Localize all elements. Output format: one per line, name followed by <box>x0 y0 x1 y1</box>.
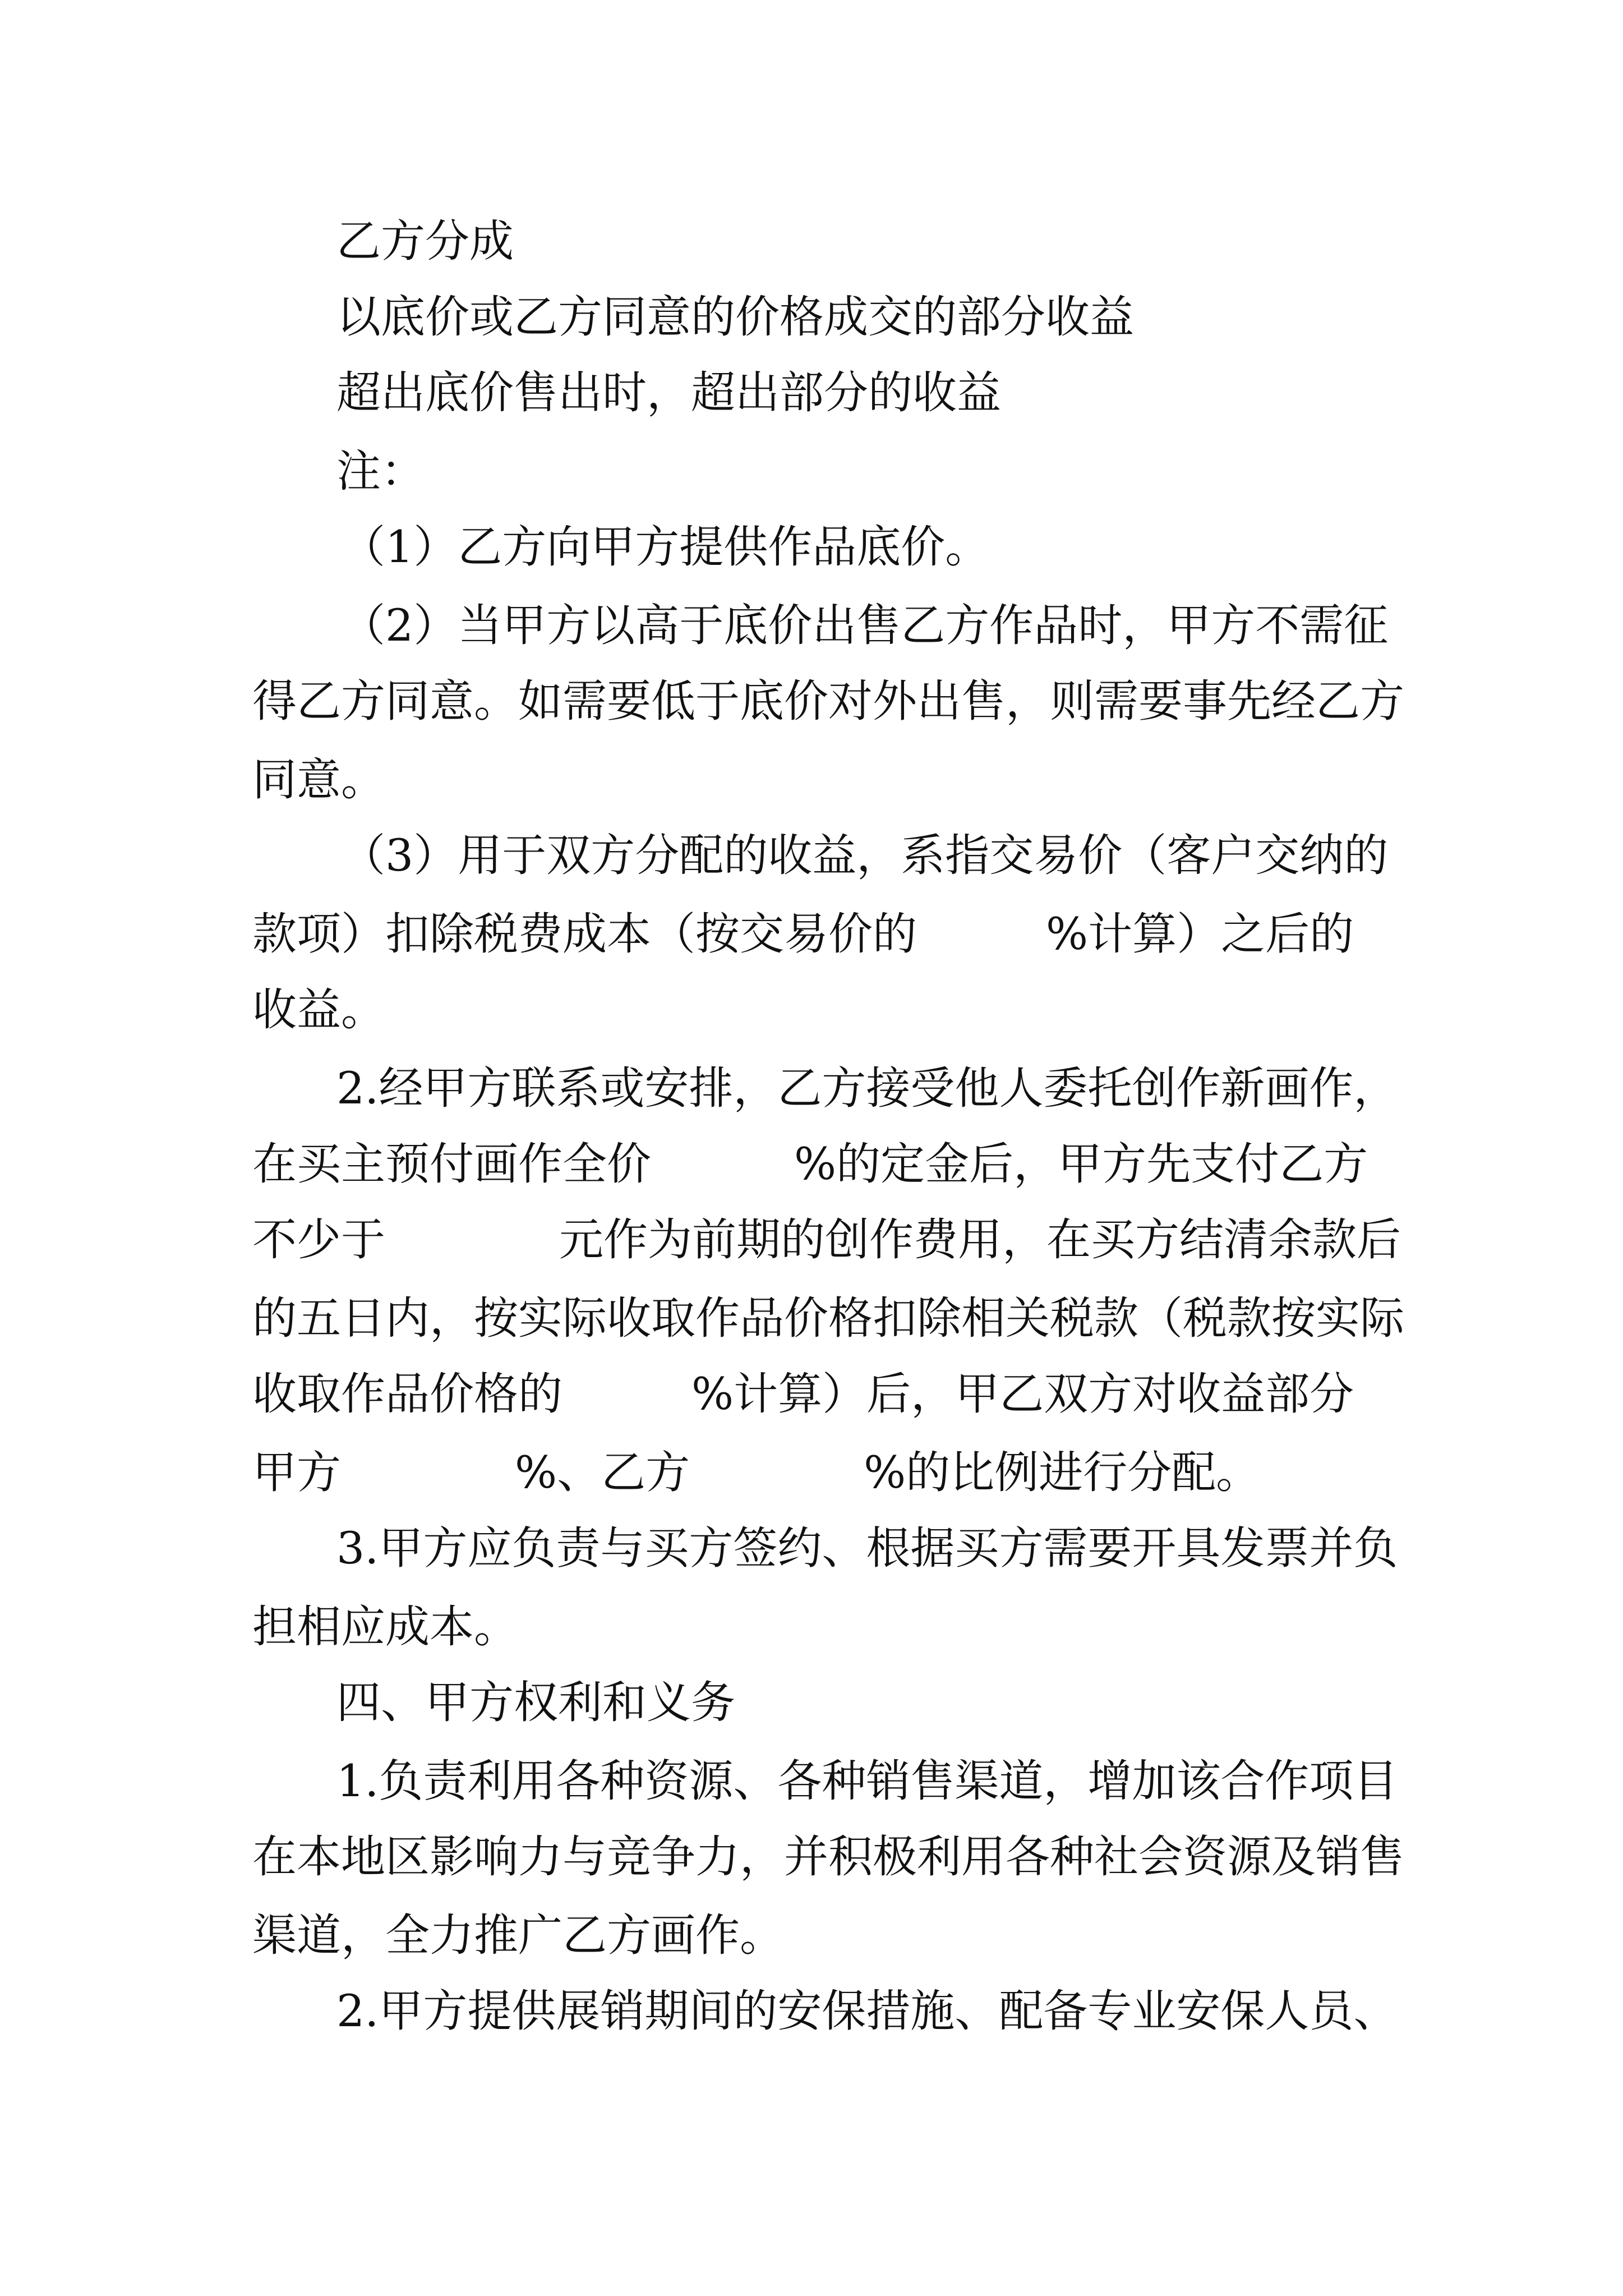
text-line: 以底价或乙方同意的价格成交的部分收益 <box>336 291 1134 343</box>
text-line-with-blank <box>252 1366 1396 1422</box>
text-line-with-blank <box>252 1444 1396 1501</box>
text-fragment: %的比例进行分配。 <box>864 1447 1261 1498</box>
text-line: 1.负责利用各种资源、各种销售渠道，增加该合作项目 <box>336 1755 1398 1807</box>
text-line: 收益。 <box>252 984 385 1036</box>
text-fragment: %、乙方 <box>515 1447 690 1498</box>
text-line: （2）当甲方以高于底价出售乙方作品时，甲方不需征 <box>341 600 1389 651</box>
text-line: 2.甲方提供展销期间的安保措施、配备专业安保人员、 <box>336 1985 1398 2037</box>
text-fragment: %的定金后，甲方先支付乙方 <box>794 1138 1368 1190</box>
text-fragment: 款项）扣除税费成本（按交易价的 <box>252 908 917 960</box>
text-fragment: 在买主预付画作全价 <box>252 1138 651 1190</box>
text-line-with-blank <box>252 906 1396 962</box>
text-line-with-blank <box>252 1212 1401 1268</box>
text-line: 注： <box>336 445 425 497</box>
text-fragment: %计算）后，甲乙双方对收益部分 <box>691 1368 1354 1420</box>
text-line: 乙方分成 <box>336 215 514 267</box>
text-line: 在本地区影响力与竞争力，并积极利用各种社会资源及销售 <box>252 1831 1404 1883</box>
section-heading: 四、甲方权利和义务 <box>336 1677 735 1728</box>
text-fragment: %计算）之后的 <box>1046 908 1354 960</box>
text-line: （3）用于双方分配的收益，系指交易价（客户交纳的 <box>341 830 1389 881</box>
text-line-with-blank <box>252 1136 1396 1192</box>
text-line: 3.甲方应负责与买方签约、根据买方需要开具发票并负 <box>336 1522 1398 1574</box>
text-line: 2.经甲方联系或安排，乙方接受他人委托创作新画作， <box>336 1062 1398 1114</box>
text-line: 超出底价售出时，超出部分的收益 <box>336 367 1001 418</box>
text-line: 同意。 <box>252 754 385 806</box>
text-fragment: 收取作品价格的 <box>252 1368 562 1420</box>
text-line: 的五日内，按实际收取作品价格扣除相关税款（税款按实际 <box>252 1292 1404 1344</box>
text-line: 担相应成本。 <box>252 1601 518 1653</box>
text-line: 得乙方同意。如需要低于底价对外出售，则需要事先经乙方 <box>252 675 1404 727</box>
text-fragment: 甲方 <box>252 1447 341 1498</box>
text-fragment: 元作为前期的创作费用，在买方结清余款后 <box>559 1214 1401 1266</box>
text-line: （1）乙方向甲方提供作品底价。 <box>341 521 990 573</box>
text-line: 渠道，全力推广乙方画作。 <box>252 1910 784 1961</box>
text-fragment: 不少于 <box>252 1214 385 1266</box>
